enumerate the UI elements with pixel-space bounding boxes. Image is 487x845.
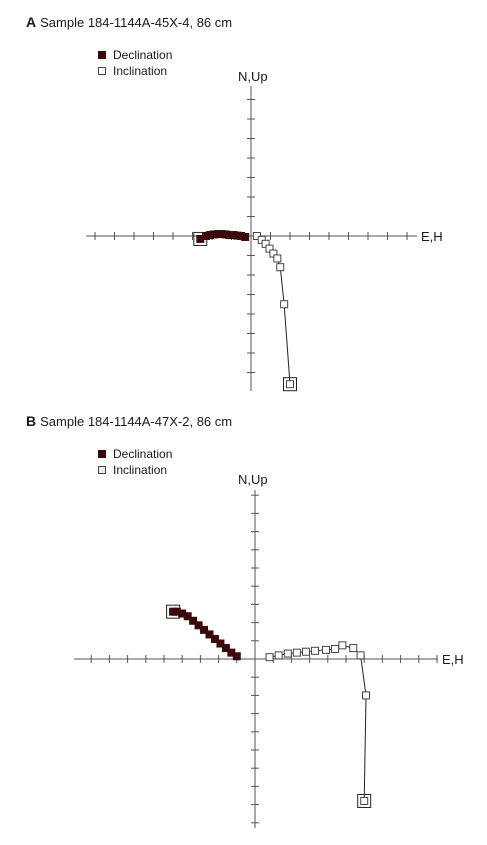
panel-a-legend-declination-marker [98,51,106,59]
panel-a-plot [194,231,297,391]
panel-a-inclination-point [277,264,284,271]
panel-b-title: B Sample 184-1144A-47X-2, 86 cm [26,413,233,429]
panel-a-legend-inclination-marker [99,68,106,75]
panel-a-x-axis-label: E,H [421,229,443,244]
panel-a-declination-point [242,233,249,240]
panel-b-inclination-point [339,642,346,649]
panel-b-inclination-point [312,647,319,654]
panel-b-inclination-point [332,645,339,652]
panel-b-inclination-point [363,692,370,699]
panel-a-inclination-point [287,381,294,388]
panel-b-inclination-point [322,646,329,653]
panel-b-y-axis-label: N,Up [238,472,268,487]
panel-b [26,413,464,828]
panel-b-declination-point [233,653,240,660]
panel-b-legend-inclination-marker [99,467,106,474]
panel-b-legend-declination: Declination [113,447,173,461]
panel-b-inclination-point [350,645,357,652]
panel-b-inclination-point [284,650,291,657]
panel-a-legend-inclination: Inclination [113,64,168,78]
panel-b-legend-inclination: Inclination [113,463,168,477]
panel-a-legend-declination: Declination [113,48,173,62]
panel-b-inclination-point [293,649,300,656]
panel-b-inclination-point [266,654,273,661]
panel-b-x-axis-label: E,H [442,652,464,667]
panel-b-inclination-point [357,652,364,659]
panel-a-inclination-point [274,255,281,262]
panel-a [26,14,443,391]
panel-b-inclination-point [302,648,309,655]
panel-a-axes [86,86,417,391]
panel-a-y-axis-label: N,Up [238,69,268,84]
panel-b-letter: B [26,413,37,429]
panel-b-inclination-point [361,797,368,804]
panel-b-inclination-path [270,645,366,801]
panel-b-inclination-point [275,652,282,659]
panel-a-title: A Sample 184-1144A-45X-4, 86 cm [26,14,233,30]
panel-b-axes [74,490,438,828]
panel-a-inclination-point [281,301,288,308]
panel-b-plot [167,605,371,807]
panel-a-letter: A [26,14,37,30]
panel-b-legend-declination-marker [98,450,106,458]
